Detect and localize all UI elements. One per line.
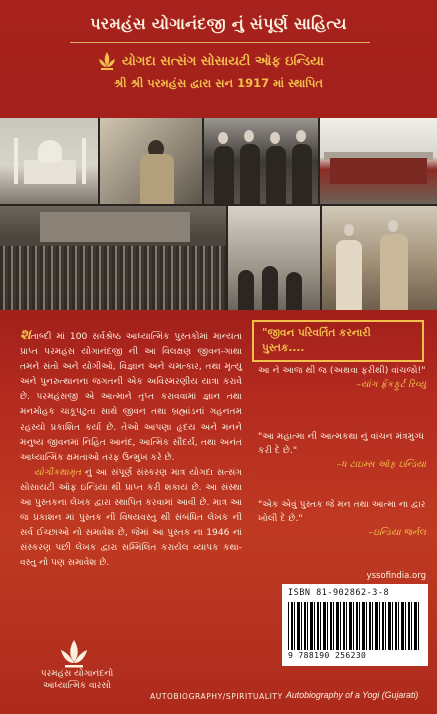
book-category: AUTOBIOGRAPHY/SPIRITUALITY bbox=[150, 692, 283, 701]
description-paragraph-2: યોગીકથામૃત નું આ સંપૂર્ણ સંસ્કરણ માત્ર યોગદા સત્સંગ સોસાયટી ઑફ ઇન્ડિયા થી પ્રાપ્ત કરી શકાય છે. આ સંસ્થા આ પુસ્તકના લેખક દ્વારા સ્થાપિત કરવામાં આવી છે. માત્ર આ જ પ્રકાશન માં પુસ્તક ની વિષયવસ્તુ થી સંબંધિત લેખક ની સર્વ ઈચ્છાઓ નો સમાવેશ છે, જેમાં આ પુસ્તક ના 1946 નાં સંસ્કરણ પછી લેખક દ્વારા સમ્મિલિત કરાયેલ વ્યાપક કથા-વસ્તુ નો પણ સમાવેશ છે. bbox=[20, 467, 242, 569]
book-description bbox=[20, 328, 242, 572]
website-url: yssofindia.org bbox=[366, 571, 426, 581]
barcode-icon bbox=[288, 602, 420, 650]
review-quote-3: "એક એવું પુસ્તક જે મન તથા આત્મા ના દ્વાર ખોલી દે છે." –ઇન્ડિયા જર્નલ bbox=[258, 499, 426, 538]
legacy-caption: પરમહંસ યોગાનંદનો આધ્યાત્મિક વારસો bbox=[40, 669, 114, 691]
quotes-heading: "જીવન પરિવર્તિત કરનારી પુસ્તક.... bbox=[252, 320, 424, 362]
header-divider bbox=[70, 42, 370, 43]
dropcap-letter: શ bbox=[20, 327, 31, 343]
description-paragraph-1: શતાબ્દી માં 100 સર્વશ્રેષ્ઠ આધ્યાત્મિક પુસ્તકોમાં માન્યતા પ્રાપ્ત પરમહંસ યોગાનંદજી ની આ વિલક્ષણ જીવન-ગાથા તમને સંતો અને યોગીઓ, વિજ્ઞાન અને ચમત્કાર, તથા મૃત્યુ અને પુનરુત્થાનના જગતની એક અવિસ્મરણીય યાત્રા કરાવે છે. પરમહંસજી એ આત્માને તૃપ્ત કરાવવામાં જ્ઞાન તથા મનમોહક ચાકૂપટુતા સાથે જીવન તથા બ્રહ્માંડનાં ગહનતમ રહસ્યો પ્રકાશિત કર્યા છે. તેઓ આપણા હૃદય અને મનને મનુષ્ય જીવનમાં નિહિત આનંદ, આત્મિક સૌંદર્ય, તથા અનંત આધ્યાત્મિક ક્ષમતાઓ તરફ ઉન્મુખ કરે છે. bbox=[20, 327, 242, 463]
header-title: પરમહંસ યોગાનંદજી નું સંપૂર્ણ સાહિત્ય bbox=[90, 14, 347, 33]
barcode-number: 9 788190 256230 bbox=[288, 651, 367, 660]
book-title-english: Autobiography of a Yogi (Gujarati) bbox=[286, 690, 419, 700]
lotus-logo-icon bbox=[96, 50, 118, 72]
photo-group-portrait bbox=[204, 118, 318, 204]
review-quote-1: આ ને આજ થી જ (અથવા ફરીથી) વાંચજો!" –યાંગ ફ્રેંકફુર્ટ રિવ્યુ bbox=[258, 365, 426, 390]
review-attribution: –ઇન્ડિયા જર્નલ bbox=[368, 527, 426, 538]
photo-saints bbox=[322, 206, 437, 310]
isbn-number: ISBN 81-902862-3-8 bbox=[288, 588, 390, 598]
book-name-lead: યોગીકથામૃત bbox=[34, 467, 82, 478]
header-organization: યોગદા સત્સંગ સોસાયટી ઑફ ઇન્ડિયા bbox=[122, 54, 324, 69]
lotus-emblem-icon bbox=[56, 636, 92, 672]
photo-taj-mahal bbox=[0, 118, 98, 204]
barcode-box bbox=[282, 571, 428, 666]
photo-yogananda-writing bbox=[100, 118, 202, 204]
review-attribution: –યાંગ ફ્રેંકફુર્ટ રિવ્યુ bbox=[356, 379, 426, 390]
photo-crowd-gathering bbox=[0, 206, 226, 310]
photo-collage bbox=[0, 118, 437, 310]
review-quote-2: "આ મહાત્મા ની આત્મકથા નું વાંચન મંત્રમુગ્ધ કરી દે છે." –ધ ટાઇમ્સ ઑફ ઇન્ડિયા bbox=[258, 431, 426, 470]
review-attribution: –ધ ટાઇમ્સ ઑફ ઇન્ડિયા bbox=[336, 459, 426, 470]
photo-street-gathering bbox=[228, 206, 320, 310]
header-established: શ્રી શ્રી પરમહંસ દ્વારા સન 1917 માં સ્થાપિત bbox=[113, 76, 324, 90]
photo-building bbox=[320, 118, 437, 204]
